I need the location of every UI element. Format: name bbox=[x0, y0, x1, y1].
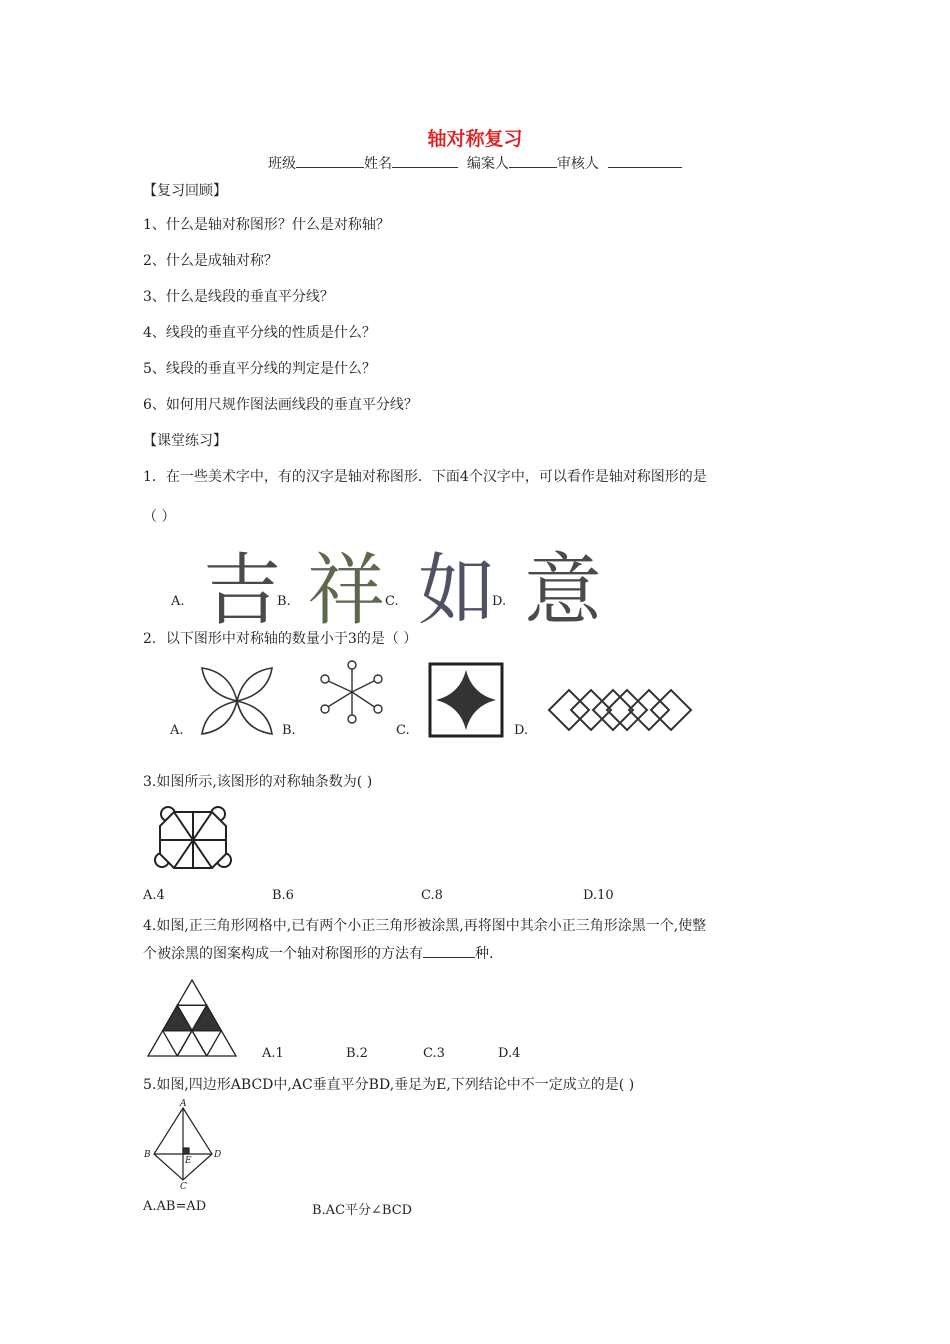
q3-option-a: A.4 bbox=[143, 888, 165, 903]
q3-option-c: C.8 bbox=[421, 888, 443, 903]
label-a: A bbox=[180, 1099, 187, 1109]
page-title: 轴对称复习 bbox=[427, 128, 523, 150]
q5-option-b: B.AC平分∠BCD bbox=[312, 1203, 413, 1218]
label-d: D bbox=[214, 1150, 222, 1160]
q1-option-d: D. bbox=[492, 594, 507, 609]
reviewer-blank bbox=[608, 155, 682, 168]
question-1-paren: （ ） bbox=[143, 509, 176, 525]
q1-option-c: C. bbox=[385, 594, 399, 609]
q1-option-b: B. bbox=[277, 594, 291, 609]
review-item: 3、什么是线段的垂直平分线？ bbox=[143, 289, 334, 305]
review-heading: 【复习回顾】 bbox=[143, 183, 227, 199]
reviewer-label: 审核人 bbox=[556, 156, 599, 172]
class-blank bbox=[296, 155, 364, 168]
practice-heading: 【课堂练习】 bbox=[143, 433, 227, 449]
label-e: E bbox=[185, 1156, 192, 1166]
review-item: 1、什么是轴对称图形？什么是对称轴？ bbox=[143, 217, 390, 233]
name-blank bbox=[392, 155, 458, 168]
char-xiang: 祥 bbox=[307, 546, 386, 636]
triangle-grid-figure bbox=[146, 978, 238, 1058]
snowflake-figure bbox=[316, 660, 388, 724]
question-4-line2: 个被涂黑的图案构成一个轴对称图形的方法有 种. bbox=[143, 946, 494, 962]
petal-figure bbox=[198, 664, 276, 738]
question-3-text: 3.如图所示,该图形的对称轴条数为( ) bbox=[143, 774, 373, 790]
editor-blank bbox=[509, 155, 557, 168]
quadrilateral-figure bbox=[142, 1098, 224, 1190]
review-item: 5、线段的垂直平分线的判定是什么？ bbox=[143, 361, 376, 377]
q2-option-b: B. bbox=[282, 723, 296, 738]
char-ru: 如 bbox=[418, 546, 497, 636]
class-label: 班级 bbox=[268, 156, 296, 172]
q4-option-d: D.4 bbox=[498, 1046, 521, 1061]
review-item: 2、什么是成轴对称？ bbox=[143, 253, 278, 269]
question-1-text: 1．在一些美术字中，有的汉字是轴对称图形．下面4个汉字中，可以看作是轴对称图形的是 bbox=[143, 469, 707, 485]
question-5-text: 5.如图,四边形ABCD中,AC垂直平分BD,垂足为E,下列结论中不一定成立的是( ) bbox=[143, 1077, 635, 1093]
name-label: 姓名 bbox=[364, 156, 392, 172]
square-star-figure bbox=[428, 662, 504, 738]
editor-label: 编案人 bbox=[466, 156, 509, 172]
diamond-chain-figure bbox=[547, 684, 693, 736]
q2-option-d: D. bbox=[514, 723, 529, 738]
char-yi: 意 bbox=[524, 546, 603, 636]
review-item: 4、线段的垂直平分线的性质是什么？ bbox=[143, 325, 376, 341]
q2-option-c: C. bbox=[396, 723, 410, 738]
octagon-figure bbox=[150, 806, 236, 874]
q4-option-c: C.3 bbox=[423, 1046, 445, 1061]
q1-option-a: A. bbox=[171, 594, 185, 609]
q4-option-a: A.1 bbox=[262, 1046, 284, 1061]
question-2-text: 2．以下图形中对称轴的数量小于3的是（ ） bbox=[143, 631, 418, 647]
q4-option-b: B.2 bbox=[346, 1046, 368, 1061]
label-c: C bbox=[180, 1182, 187, 1190]
question-4-line1: 4.如图,正三角形网格中,已有两个小正三角形被涂黑,再将图中其余小正三角形涂黑一个,使整 bbox=[143, 918, 707, 934]
label-b: B bbox=[144, 1150, 151, 1160]
q4-blank bbox=[423, 945, 475, 958]
info-line bbox=[268, 153, 682, 173]
q5-option-a: A.AB=AD bbox=[143, 1199, 207, 1214]
q3-option-b: B.6 bbox=[272, 888, 294, 903]
char-ji: 吉 bbox=[203, 546, 282, 636]
review-item: 6、如何用尺规作图法画线段的垂直平分线？ bbox=[143, 397, 418, 413]
q2-option-a: A. bbox=[170, 723, 184, 738]
q3-option-d: D.10 bbox=[583, 888, 614, 903]
